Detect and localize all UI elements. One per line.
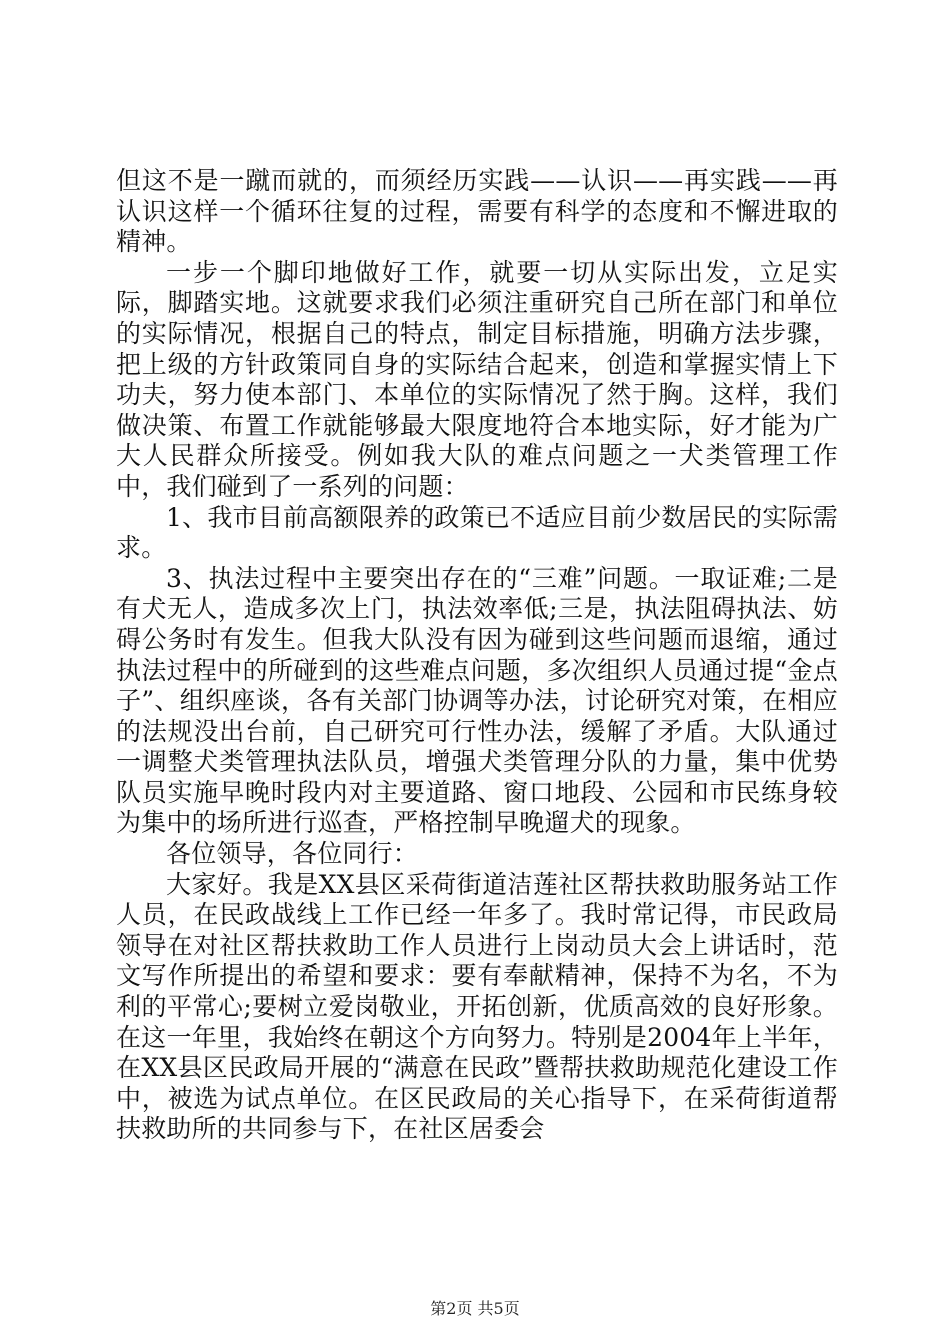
paragraph-5: 各位领导，各位同行：: [166, 839, 419, 869]
document-body: [116, 166, 838, 1145]
paragraph-2: 一步一个脚印地做好工作，就要一切从实际出发，立足实际，脚踏实地。这就要求我们必须注重研究自己所在部门和单位的实际情况，根据自己的特点，制定目标措施，明确方法步骤，把上级的方针政策同自身的实际结合起来，创造和掌握实情上下功夫，努力使本部门、本单位的实际情况了然于胸。这样，我们做决策、布置工作就能够最大限度地符合本地实际，好才能为广大人民群众所接受。例如我大队的难点问题之一犬类管理工作中，我们碰到了一系列的问题：: [116, 257, 838, 501]
paragraph-6: 大家好。我是XX县区采荷街道洁莲社区帮扶救助服务站工作人员，在民政战线上工作已经一年多了。我时常记得，市民政局领导在对社区帮扶救助工作人员进行上岗动员大会上讲话时，范文写作所提出的希望和要求：要有奉献精神，保持不为名，不为利的平常心;要树立爱岗敬业，开拓创新，优质高效的良好形象。在这一年里，我始终在朝这个方向努力。特别是2004年上半年，在XX县区民政局开展的“满意在民政”暨帮扶救助规范化建设工作中，被选为试点单位。在区民政局的关心指导下，在采荷街道帮扶救助所的共同参与下，在社区居委会: [116, 869, 838, 1144]
page-footer: 第2页 共5页: [430, 1299, 520, 1318]
paragraph-3: 1、我市目前高额限养的政策已不适应目前少数居民的实际需求。: [116, 502, 838, 563]
paragraph-4: 3、执法过程中主要突出存在的“三难”问题。一取证难;二是有犬无人，造成多次上门，执法效率低;三是，执法阻碍执法、妨碍公务时有发生。但我大队没有因为碰到这些问题而退缩，通过执法过程中的所碰到的这些难点问题，多次组织人员通过提“金点子”、组织座谈，各有关部门协调等办法，讨论研究对策，在相应的法规没出台前，自己研究可行性办法，缓解了矛盾。大队通过一调整犬类管理执法队员，增强犬类管理分队的力量，集中优势队员实施早晚时段内对主要道路、窗口地段、公园和市民练身较为集中的场所进行巡查，严格控制早晚遛犬的现象。: [116, 563, 838, 838]
paragraph-1: 但这不是一蹴而就的，而须经历实践——认识——再实践——再认识这样一个循环往复的过程，需要有科学的态度和不懈进取的精神。: [116, 166, 838, 257]
